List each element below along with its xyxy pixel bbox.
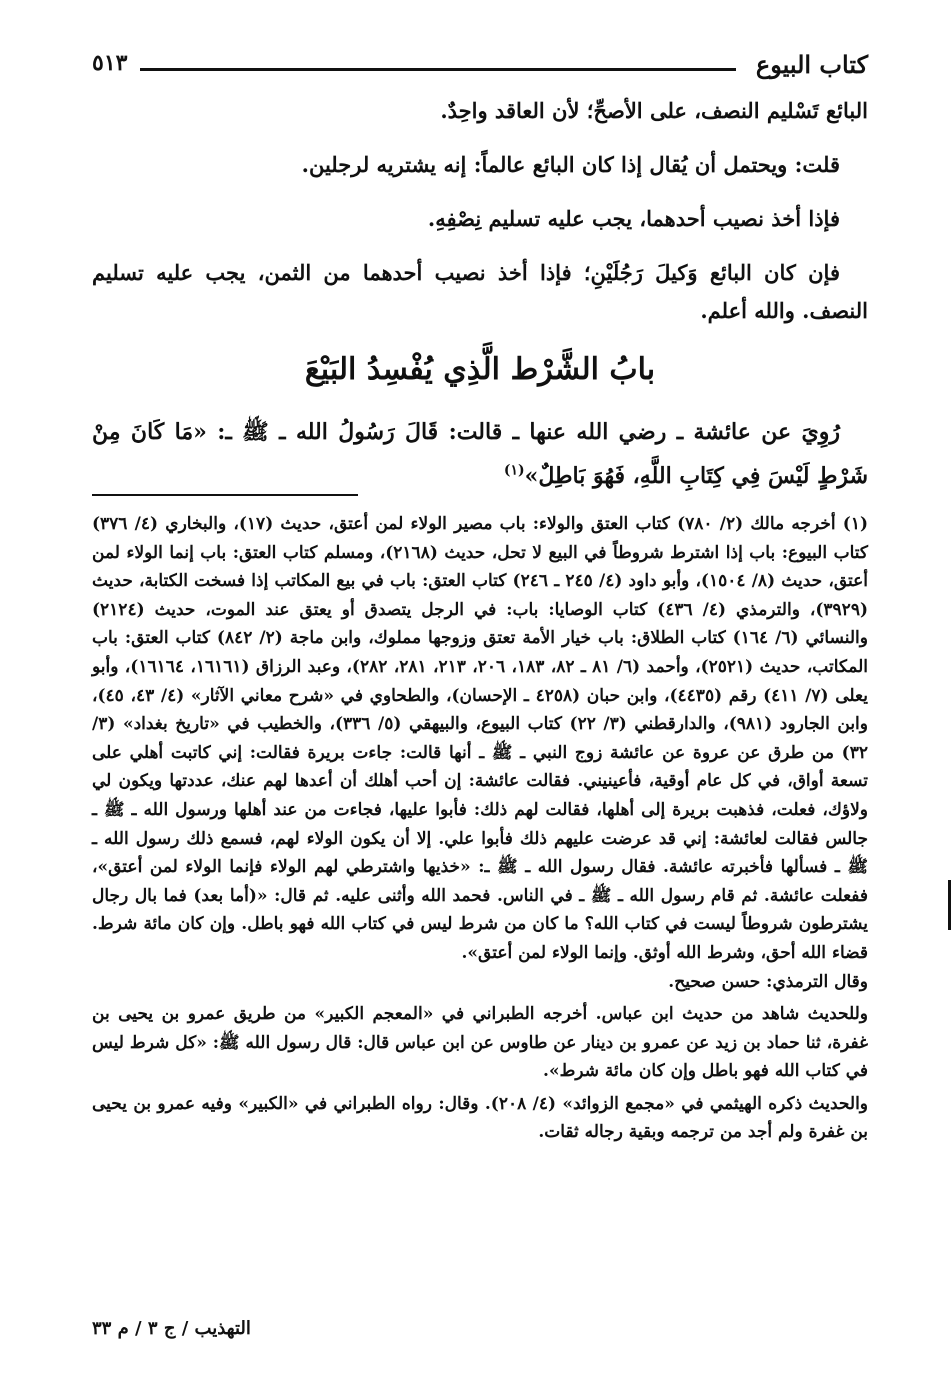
chapter-title: بابُ الشَّرْط الَّذِي يُفْسِدُ البَيْعَ <box>304 352 656 387</box>
running-header <box>92 46 868 86</box>
page-edge-mark <box>948 880 951 930</box>
hadith-text <box>92 410 868 498</box>
running-title: كتاب البيوع <box>755 50 868 79</box>
header-rule <box>140 68 736 71</box>
footnote-reference: (١) <box>503 462 525 479</box>
main-text <box>92 92 868 514</box>
main-paragraph: فإن كان البائع وَكيلَ رَجُلَيْنِ؛ فإذا أخذ نصيب أحدهما من الثمن، يجب عليه تسليم النصف. والله أعلم. <box>92 260 868 323</box>
printer-signature: التهذيب / ج ٣ / م ٣٣ <box>92 1318 251 1339</box>
main-paragraph: فإذا أخذ نصيب أحدهما، يجب عليه تسليم نِصْفِهِ. <box>427 206 840 231</box>
footnote-tirmidhi: وقال الترمذي: حسن صحيح. <box>668 971 868 992</box>
footnote-tabarani: وللحديث شاهد من حديث ابن عباس. أخرجه الطبراني في «المعجم الكبير» من طريق عمرو بن يحيى بن غفرة، ثنا حماد بن زيد عن عمرو بن دينار عن طاوس عن ابن عباس قال: قال رسول الله ﷺ: «كل شرط ليس في كتاب الله فهو باطل وإن كان مائة شرط». <box>92 1004 868 1082</box>
footnote-separator <box>92 494 358 496</box>
footnote-1: (١) أخرجه مالك (٢/ ٧٨٠) كتاب العتق والولاء: باب مصير الولاء لمن أعتق، حديث (١٧)، والبخاري (٤/ ٣٧٦) كتاب البيوع: باب إذا اشترط شروطاً في البيع لا تحل، حديث (٢١٦٨)، ومسلم كتاب العتق: باب إنما الولاء لمن أعتق، حديث (٨/ ١٥٠٤)، وأبو داود (٤/ ٢٤٥ ـ ٢٤٦) كتاب العتق: باب في بيع المكاتب إذا فسخت الكتابة، حديث (٣٩٢٩)، والترمذي (٤/ ٤٣٦) كتاب الوصايا: باب: في الرجل يتصدق أو يعتق عند الموت، حديث (٢١٢٤) والنسائي (٦/ ١٦٤) كتاب الطلاق: باب خيار الأمة تعتق وزوجها مملوك، وابن ماجة (٢/ ٨٤٢) كتاب العتق: باب المكاتب، حديث (٢٥٢١)، وأحمد (٦/ ٨١ ـ ٨٢، ١٨٣، ٢٠٦، ٢١٣، ٢٨١، ٢٨٢)، وعبد الرزاق (١٦١٦١، ١٦١٦٤)، وأبو يعلى (٧/ ٤١١) رقم (٤٤٣٥)، وابن حبان (٤٢٥٨ ـ الإحسان)، والطحاوي في «شرح معاني الآثار» (٤/ ٤٣، ٤٥)، وابن الجارود (٩٨١)، والدارقطني (٣/ ٢٢) كتاب البيوع، والبيهقي (٥/ ٣٣٦)، والخطيب في «تاريخ بغداد» (٣/ ٣٢) من طرق عن عروة عن عائشة زوج النبي ـ ﷺ ـ أنها قالت: جاءت بريرة فقالت: إني كاتبت أهلي على تسعة أواق، في كل عام أوقية، فأعينيني. فقالت عائشة: إن أحب أهلك أن أعدها لهم عنك، عددتها ويكون لي ولاؤك، فعلت، فذهبت بريرة إلى أهلها، فقالت لهم ذلك: فأبوا عليها، فجاءت من عند أهلها ورسول الله ـ ﷺ ـ جالس فقالت لعائشة: إني قد عرضت عليهم ذلك فأبوا علي. إلا أن يكون الولاء لهم، فسمع ذلك رسول الله ـ ﷺ ـ فسألها فأخبرته عائشة. فقال رسول الله ـ ﷺ ـ: «خذيها واشترطي لهم الولاء فإنما الولاء لمن أعتق»، ففعلت عائشة. ثم قام رسول الله ـ ﷺ ـ في الناس. فحمد الله وأثنى عليه. ثم قال: «(أما بعد) فما بال رجال يشترطون شروطاً ليست في كتاب الله؟ ما كان من شرط ليس في كتاب الله فهو باطل. وإن كان مائة شرط. قضاء الله أحق، وشرط الله أوثق. وإنما الولاء لمن أعتق». <box>92 514 868 963</box>
main-paragraph: البائع تَسْليم النصف، على الأصحِّ؛ لأن العاقد واحِدٌ. <box>440 98 868 123</box>
page-number: ٥١٣ <box>92 50 128 76</box>
footnotes <box>92 510 868 1147</box>
hadith-body: رُوِيَ عن عائشة ـ رضي الله عنها ـ قالت: قَالَ رَسُولُ الله ـ ﷺ ـ: «مَا كَانَ مِنْ شَرْطٍ لَيْسَ فِي كِتَابِ اللَّهِ، فَهُوَ بَاطِلٌ» <box>92 419 868 489</box>
footnote-haythami: والحديث ذكره الهيثمي في «مجمع الزوائد» (٤/ ٢٠٨). وقال: رواه الطبراني في «الكبير» وفيه عمرو بن يحيى بن غفرة ولم أجد من ترجمه وبقية رجاله ثقات. <box>92 1093 868 1143</box>
main-paragraph: قلت: ويحتمل أن يُقال إذا كان البائع عالماً: إنه يشتريه لرجلين. <box>301 152 840 177</box>
